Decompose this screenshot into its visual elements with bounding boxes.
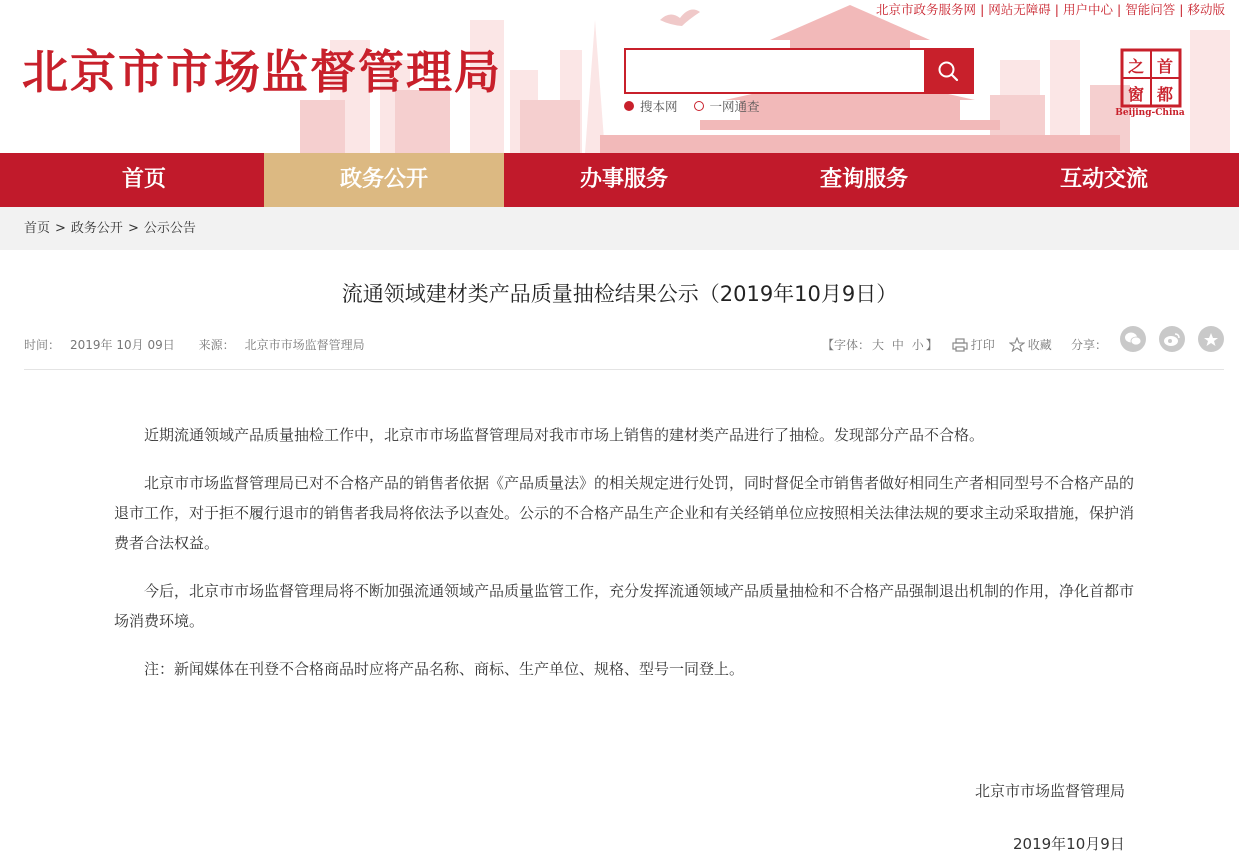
svg-text:窗: 窗 <box>1127 85 1145 104</box>
main-nav <box>0 153 1239 207</box>
share-label: 分享： <box>1071 338 1108 352</box>
article-title: 流通领域建材类产品质量抽检结果公示（2019年10月9日） <box>341 282 898 306</box>
search-box <box>624 48 974 94</box>
print-label: 打印 <box>970 338 995 352</box>
search-button[interactable] <box>924 50 972 92</box>
svg-text:都: 都 <box>1156 85 1174 104</box>
nav-item-services[interactable]: 办事服务 <box>579 167 668 192</box>
wechat-icon <box>1124 331 1142 347</box>
share-favorite-button[interactable] <box>1198 326 1224 352</box>
printer-icon <box>952 338 968 352</box>
site-title: 北京市市场监督管理局 <box>22 45 502 99</box>
search-scope <box>624 97 776 115</box>
font-size-label: 【字体： <box>822 338 871 352</box>
radio-unchecked-icon <box>694 101 704 111</box>
favorite-button[interactable] <box>1009 336 1052 353</box>
weibo-icon <box>1163 331 1181 347</box>
font-size-small[interactable]: 小 <box>911 338 924 352</box>
nav-item-query[interactable]: 查询服务 <box>819 167 908 192</box>
article-paragraph: 今后，北京市市场监督管理局将不断加强流通领域产品质量监管工作，充分发挥流通领域产品质量抽检和不合格产品强制退出机制的作用，净化首都市场消费环境。 <box>114 582 1135 630</box>
top-link-user-center[interactable]: 用户中心 <box>1063 2 1114 17</box>
svg-text:之: 之 <box>1127 57 1145 76</box>
top-links: 北京市政务服务网 | 网站无障碍 | 用户中心 | 智能问答 | 移动版 <box>876 2 1225 17</box>
breadcrumb-home[interactable]: 首页 <box>24 221 51 236</box>
meta-divider <box>24 369 1224 370</box>
article-paragraph: 注：新闻媒体在刊登不合格商品时应将产品名称、商标、生产单位、规格、型号一同登上。 <box>144 660 745 678</box>
search-scope-all-label: 一网通查 <box>709 99 760 114</box>
breadcrumb-gov-affairs[interactable]: 政务公开 <box>70 221 123 236</box>
time-label: 时间： <box>24 338 61 352</box>
article-date: 2019年10月9日 <box>1013 835 1125 853</box>
search-input[interactable] <box>626 50 924 92</box>
search-scope-site[interactable] <box>624 97 678 115</box>
logo-caption: Beijing-China <box>1115 108 1185 118</box>
source-label: 来源： <box>198 338 235 352</box>
article-meta <box>24 336 385 353</box>
source-value: 北京市市场监督管理局 <box>244 338 365 352</box>
nav-item-home[interactable]: 首页 <box>121 167 166 192</box>
radio-checked-icon <box>624 101 634 111</box>
share-weibo-button[interactable] <box>1159 326 1185 352</box>
font-size-large[interactable]: 大 <box>872 338 885 352</box>
search-icon <box>937 60 959 82</box>
nav-item-interaction[interactable]: 互动交流 <box>1059 167 1148 192</box>
top-link-smart-qa[interactable]: 智能问答 <box>1125 2 1176 17</box>
time-value: 2019年 10月 09日 <box>70 338 175 352</box>
top-link-gov-service[interactable]: 北京市政务服务网 <box>876 2 977 17</box>
article-paragraph: 近期流通领域产品质量抽检工作中，北京市市场监督管理局对我市市场上销售的建材类产品进行了抽检。发现部分产品不合格。 <box>144 426 985 444</box>
nav-item-gov-affairs[interactable]: 政务公开 <box>264 153 504 207</box>
svg-text:首: 首 <box>1156 57 1174 76</box>
font-size-medium[interactable]: 中 <box>891 338 904 352</box>
breadcrumb-notices[interactable]: 公示公告 <box>143 221 196 236</box>
favorite-label: 收藏 <box>1027 338 1052 352</box>
breadcrumb-separator: > <box>127 221 139 236</box>
font-size-switcher <box>822 336 938 353</box>
site-header <box>0 0 1239 153</box>
share-wechat-button[interactable] <box>1120 326 1146 352</box>
search-scope-all[interactable] <box>694 97 760 115</box>
top-link-mobile[interactable]: 移动版 <box>1187 2 1225 17</box>
top-link-accessibility[interactable]: 网站无障碍 <box>988 2 1051 17</box>
star-icon <box>1203 332 1219 347</box>
star-icon <box>1009 337 1025 352</box>
breadcrumb <box>0 207 1239 250</box>
print-button[interactable] <box>952 336 995 353</box>
font-size-close: 】 <box>925 338 938 352</box>
article-signature: 北京市市场监督管理局 <box>975 782 1126 800</box>
breadcrumb-separator: > <box>55 221 66 236</box>
article-tools <box>822 336 1052 353</box>
search-scope-site-label: 搜本网 <box>640 99 678 114</box>
article-paragraph: 北京市市场监督管理局已对不合格产品的销售者依据《产品质量法》的相关规定进行处罚，同时督促全市销售者做好相同生产者相同型号不合格产品的退市工作，对于拒不履行退市的销售者我局将依法予以查处。公示的不合格产品生产企业和有关经销单位应按照相关法律法规的要求主动采取措施，保护消费者合法权益。 <box>114 474 1135 552</box>
article-body <box>114 420 1134 702</box>
